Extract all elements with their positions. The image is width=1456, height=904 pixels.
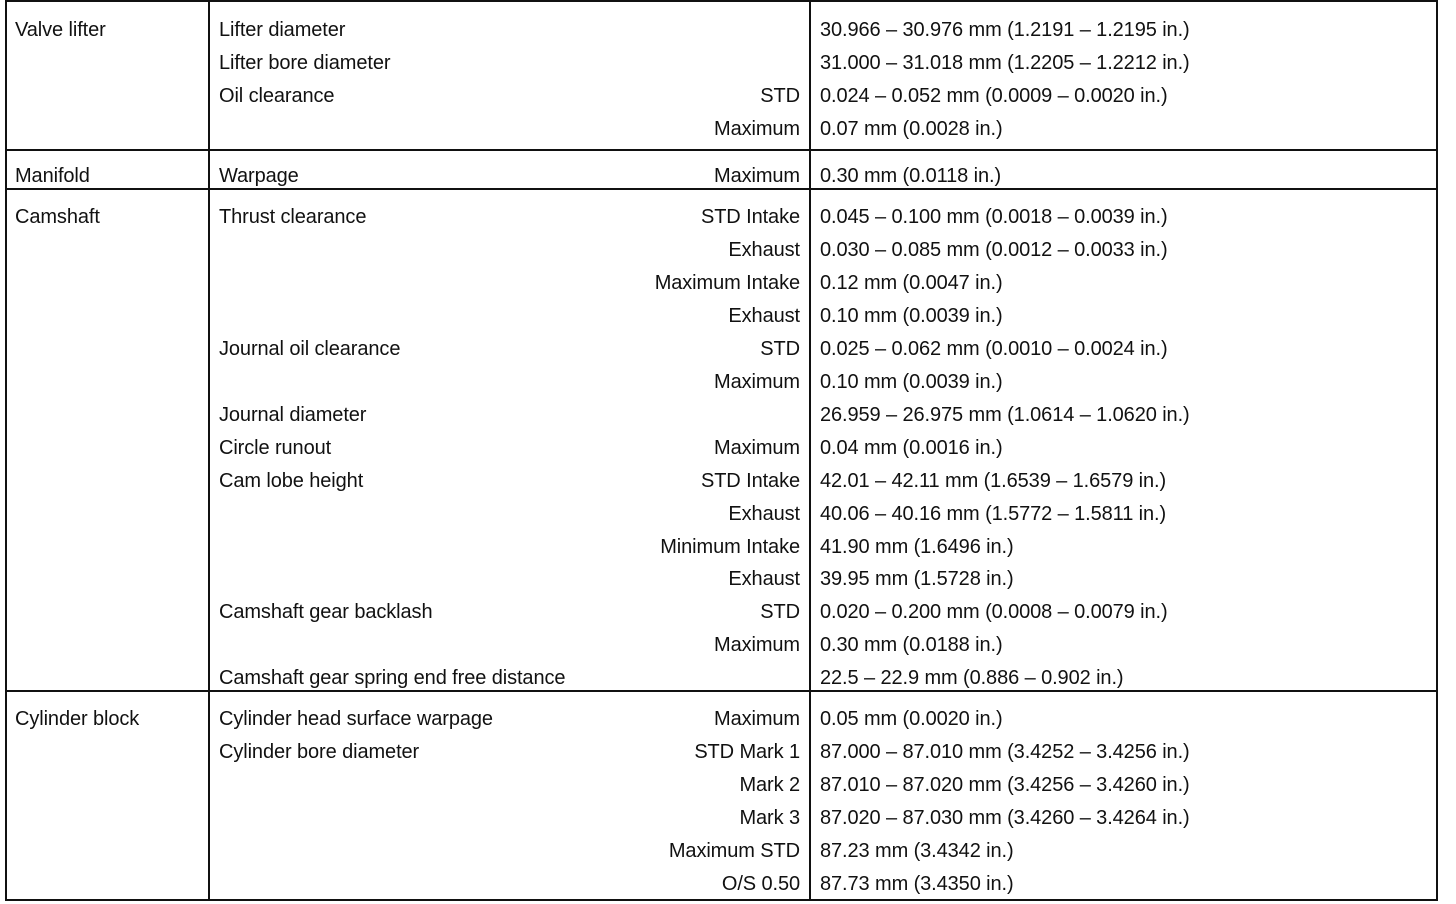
spec-value: 0.025 – 0.062 mm (0.0010 – 0.0024 in.) [820, 338, 1168, 360]
spec-condition: O/S 0.50 [721, 873, 800, 895]
column-divider [809, 692, 811, 899]
spec-item: Cylinder bore diameter [219, 741, 420, 763]
spec-value: 39.95 mm (1.5728 in.) [820, 568, 1014, 590]
spec-item: Camshaft gear backlash [219, 601, 433, 623]
spec-item: Circle runout [219, 437, 332, 459]
column-divider [809, 190, 811, 690]
spec-condition: Exhaust [728, 239, 800, 261]
spec-condition: Maximum [714, 118, 800, 140]
spec-item: Cam lobe height [219, 470, 364, 492]
spec-value: 0.024 – 0.052 mm (0.0009 – 0.0020 in.) [820, 85, 1168, 107]
spec-condition: STD [760, 338, 800, 360]
section-valve-lifter [5, 0, 1438, 151]
spec-condition: Exhaust [728, 305, 800, 327]
spec-condition: Mark 2 [739, 774, 800, 796]
spec-value: 0.12 mm (0.0047 in.) [820, 272, 1003, 294]
spec-item: Warpage [219, 165, 299, 187]
spec-item: Oil clearance [219, 85, 335, 107]
spec-value: 0.10 mm (0.0039 in.) [820, 371, 1003, 393]
spec-value: 40.06 – 40.16 mm (1.5772 – 1.5811 in.) [820, 503, 1167, 525]
spec-condition: Mark 3 [739, 807, 800, 829]
spec-condition: Maximum Intake [654, 272, 800, 294]
section-manifold [5, 149, 1438, 190]
spec-value: 87.23 mm (3.4342 in.) [820, 840, 1014, 862]
spec-value: 87.010 – 87.020 mm (3.4256 – 3.4260 in.) [820, 774, 1190, 796]
spec-value: 0.020 – 0.200 mm (0.0008 – 0.0079 in.) [820, 601, 1168, 623]
spec-item: Camshaft gear spring end free distance [219, 667, 566, 689]
spec-value: 0.05 mm (0.0020 in.) [820, 708, 1003, 730]
spec-value: 30.966 – 30.976 mm (1.2191 – 1.2195 in.) [820, 19, 1190, 41]
spec-condition: Maximum [714, 634, 800, 656]
section-cylinder-block [5, 690, 1438, 901]
spec-item: Cylinder head surface warpage [219, 708, 493, 730]
column-divider [208, 2, 210, 149]
spec-value: 0.07 mm (0.0028 in.) [820, 118, 1003, 140]
spec-value: 0.04 mm (0.0016 in.) [820, 437, 1003, 459]
spec-value: 0.30 mm (0.0118 in.) [820, 165, 1002, 187]
spec-item: Journal oil clearance [219, 338, 401, 360]
spec-condition: Minimum Intake [660, 536, 800, 558]
section-camshaft [5, 188, 1438, 692]
spec-value: 22.5 – 22.9 mm (0.886 – 0.902 in.) [820, 667, 1124, 689]
column-divider [208, 190, 210, 690]
spec-value: 42.01 – 42.11 mm (1.6539 – 1.6579 in.) [820, 470, 1167, 492]
spec-value: 26.959 – 26.975 mm (1.0614 – 1.0620 in.) [820, 404, 1190, 426]
category-label: Camshaft [15, 206, 100, 228]
column-divider [809, 2, 811, 149]
spec-condition: Maximum [714, 708, 800, 730]
spec-condition: Maximum [714, 165, 800, 187]
spec-value: 0.030 – 0.085 mm (0.0012 – 0.0033 in.) [820, 239, 1168, 261]
spec-value: 0.045 – 0.100 mm (0.0018 – 0.0039 in.) [820, 206, 1168, 228]
column-divider [208, 151, 210, 188]
spec-value: 0.30 mm (0.0188 in.) [820, 634, 1003, 656]
spec-value: 87.000 – 87.010 mm (3.4252 – 3.4256 in.) [820, 741, 1190, 763]
category-label: Valve lifter [15, 19, 106, 41]
spec-item: Lifter bore diameter [219, 52, 391, 74]
spec-condition: STD [760, 85, 800, 107]
category-label: Manifold [15, 165, 90, 187]
spec-condition: STD Intake [700, 470, 800, 492]
spec-condition: Maximum [714, 437, 800, 459]
spec-value: 31.000 – 31.018 mm (1.2205 – 1.2212 in.) [820, 52, 1190, 74]
spec-condition: STD [760, 601, 800, 623]
spec-value: 87.73 mm (3.4350 in.) [820, 873, 1014, 895]
spec-condition: Maximum STD [668, 840, 800, 862]
spec-item: Thrust clearance [219, 206, 367, 228]
spec-value: 0.10 mm (0.0039 in.) [820, 305, 1003, 327]
spec-item: Journal diameter [219, 404, 367, 426]
spec-value: 87.020 – 87.030 mm (3.4260 – 3.4264 in.) [820, 807, 1190, 829]
spec-condition: Exhaust [728, 503, 800, 525]
spec-value: 41.90 mm (1.6496 in.) [820, 536, 1014, 558]
spec-condition: STD Intake [700, 206, 800, 228]
category-label: Cylinder block [15, 708, 140, 730]
spec-condition: STD Mark 1 [694, 741, 800, 763]
spec-condition: Maximum [714, 371, 800, 393]
spec-item: Lifter diameter [219, 19, 346, 41]
column-divider [809, 151, 811, 188]
spec-condition: Exhaust [728, 568, 800, 590]
column-divider [208, 692, 210, 899]
spec-table [5, 0, 1438, 901]
